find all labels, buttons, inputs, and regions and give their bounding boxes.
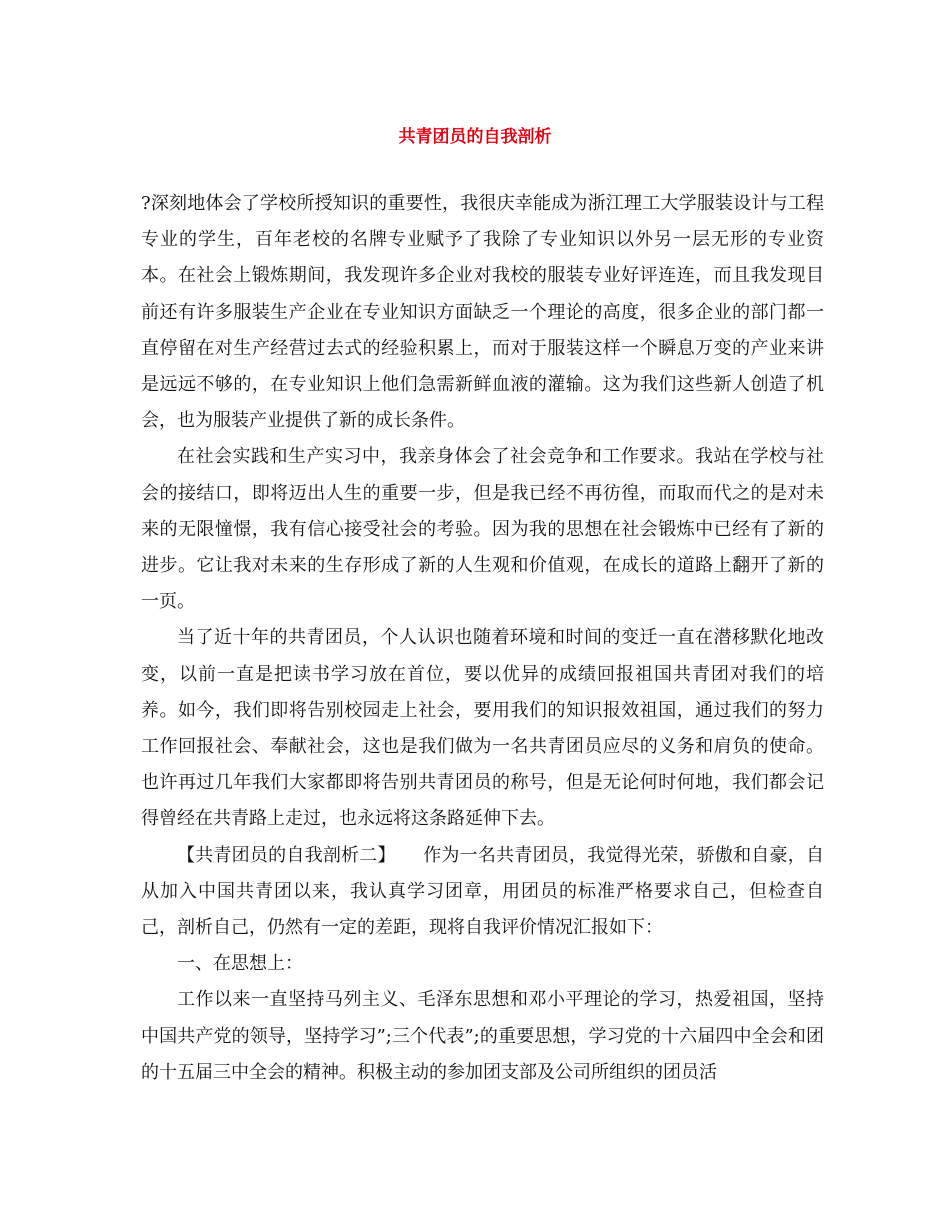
paragraph-2: 在社会实践和生产实习中，我亲身体会了社会竞争和工作要求。我站在学校与社会的接结口，即将迈出人生的重要一步，但是我已经不再彷徨，而取而代之的是对未来的无限憧憬，我有信心接受社会的考验。因为我的思想在社会锻炼中已经有了新的进步。它让我对未来的生存形成了新的人生观和价值观，在成长的道路上翻开了新的一页。 [141,446,824,613]
paragraph-6: 工作以来一直坚持马列主义、毛泽东思想和邓小平理论的学习，热爱祖国，坚持中国共产党的领导，坚持学习”;三个代表”;的重要思想，学习党的十六届四中全会和团的十五届三中全会的精神。积极主动的参加团支部及公司所组织的团员活 [141,989,824,1083]
paragraph-1: ?深刻地体会了学校所授知识的重要性，我很庆幸能成为浙江理工大学服装设计与工程专业的学生，百年老校的名牌专业赋予了我除了专业知识以外另一层无形的专业资本。在社会上锻炼期间，我发现许多企业对我校的服装专业好评连连，而且我发现目前还有许多服装生产企业在专业知识方面缺乏一个理论的高度，很多企业的部门都一直停留在对生产经营过去式的经验积累上，而对于服装这样一个瞬息万变的产业来讲是远远不够的，在专业知识上他们急需新鲜血液的灌输。这为我们这些新人创造了机会，也为服装产业提供了新的成长条件。 [141,193,824,432]
paragraph-3: 当了近十年的共青团员，个人认识也随着环境和时间的变迁一直在潜移默化地改变，以前一直是把读书学习放在首位，要以优异的成绩回报祖国共青团对我们的培养。如今，我们即将告别校园走上社会，要用我们的知识报效祖国，通过我们的努力工作回报社会、奉献社会，这也是我们做为一名共青团员应尽的义务和肩负的使命。也许再过几年我们大家都即将告别共青团员的称号，但是无论何时何地，我们都会记得曾经在共青路上走过，也永远将这条路延伸下去。 [141,627,824,830]
document-body [141,186,824,1091]
paragraph-4: 【共青团员的自我剖析二】 作为一名共青团员，我觉得光荣，骄傲和自豪，自从加入中国共青团以来，我认真学习团章，用团员的标准严格要求自己，但检查自己，剖析自己，仍然有一定的差距，现将自我评价情况汇报如下： [141,844,824,939]
document-title: 共青团员的自我剖析 [398,127,552,147]
paragraph-5: 一、在思想上： [177,953,303,975]
